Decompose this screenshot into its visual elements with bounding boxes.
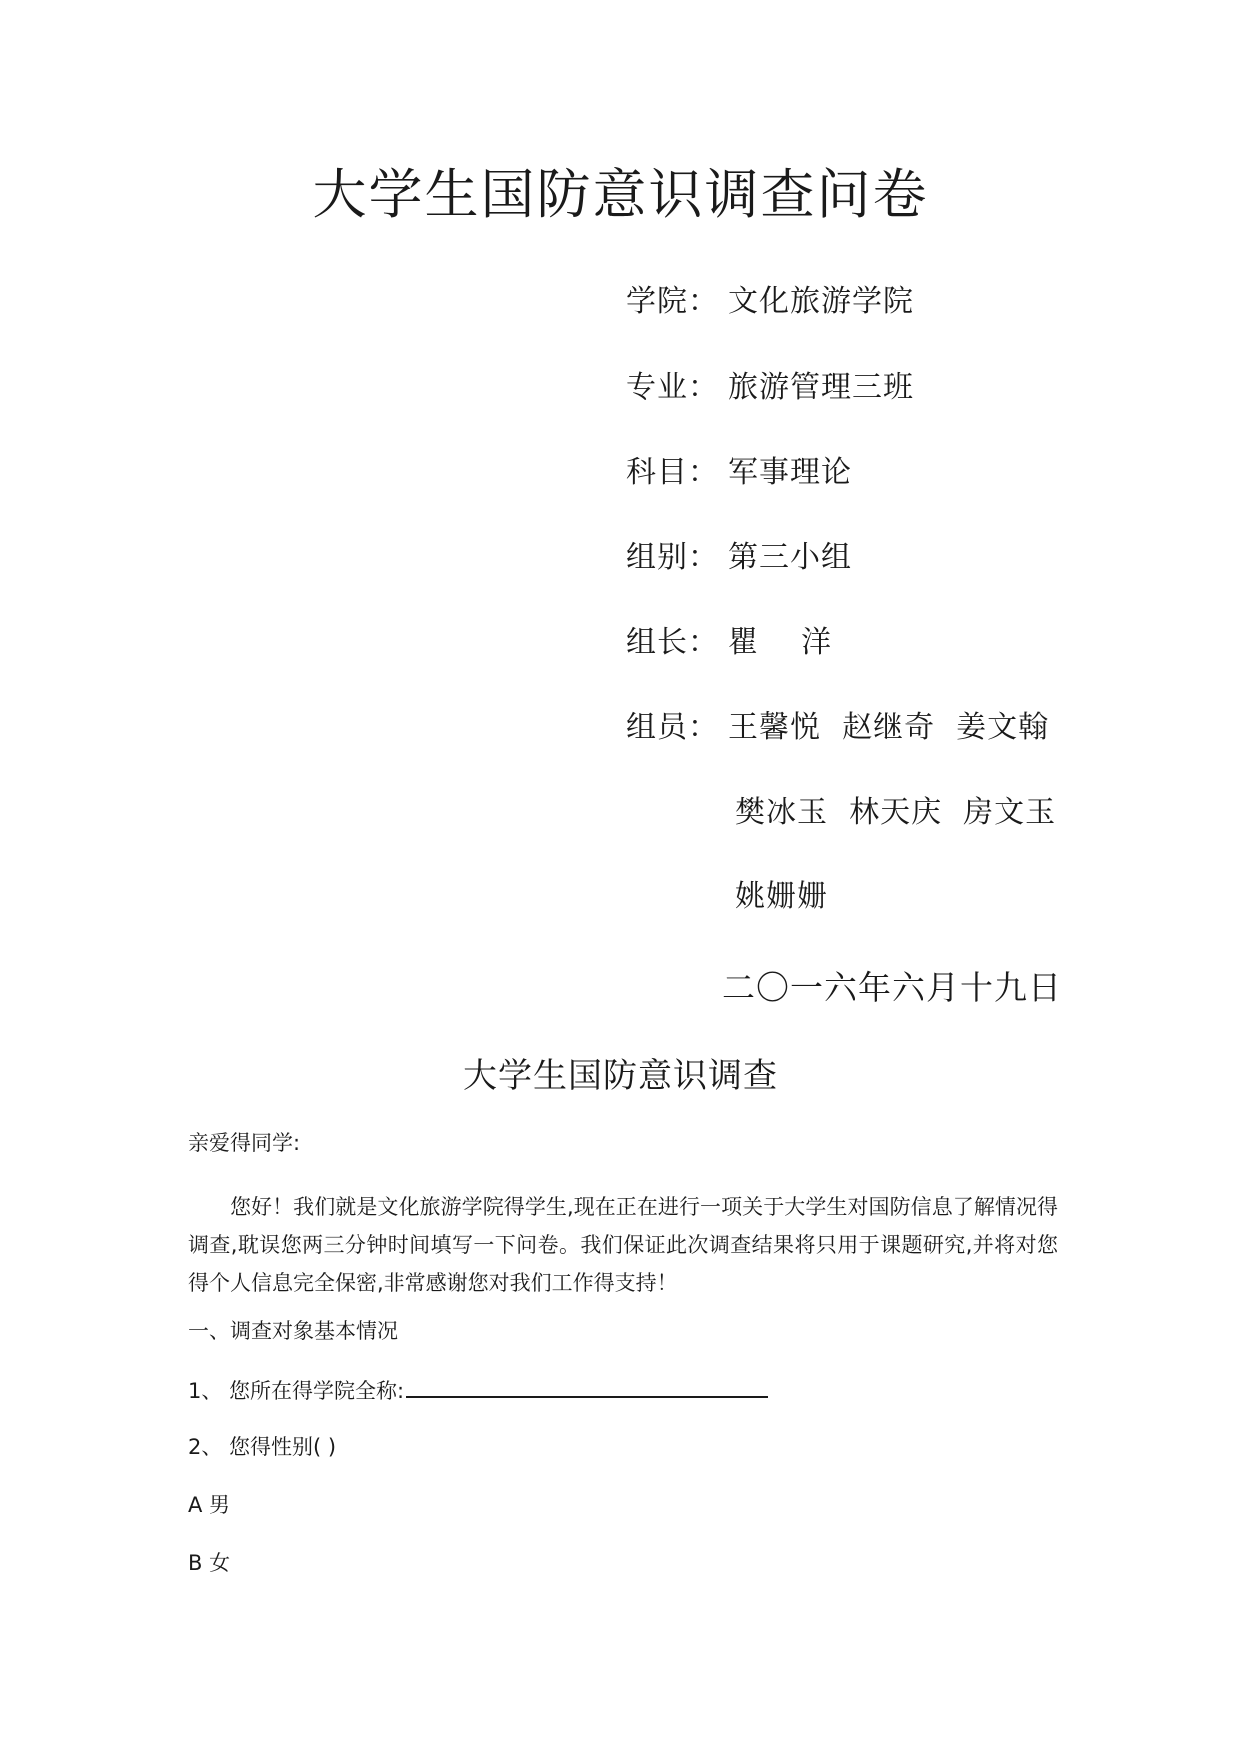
group-value: 第三小组: [728, 540, 852, 575]
members-label: 组员：: [626, 710, 719, 745]
question-1-text: 1、 您所在得学院全称:: [188, 1379, 405, 1403]
major-value: 旅游管理三班: [728, 370, 914, 405]
members-value: 王馨悦 赵继奇 姜文翰: [728, 710, 1050, 745]
leader-value: 瞿 洋: [728, 625, 833, 660]
option-a[interactable]: A 男: [188, 1493, 231, 1517]
subject-value: 军事理论: [728, 455, 852, 490]
document-date: 二〇一六年六月十九日: [722, 968, 1062, 1007]
members-line-2: 樊冰玉 林天庆 房文玉: [735, 795, 1057, 830]
members-line-3: 姚姗姗: [735, 879, 828, 914]
section-heading: 一、调查对象基本情况: [188, 1319, 398, 1343]
college-label: 学院：: [626, 284, 719, 319]
question-2: 2、 您得性别( ): [188, 1435, 337, 1459]
leader-label: 组长：: [626, 625, 719, 660]
survey-subtitle: 大学生国防意识调查: [463, 1056, 778, 1096]
document-title: 大学生国防意识调查问卷: [312, 163, 929, 226]
subject-label: 科目：: [626, 455, 719, 490]
group-label: 组别：: [626, 540, 719, 575]
major-label: 专业：: [626, 370, 719, 405]
question-1: [188, 1374, 768, 1406]
greeting: 亲爱得同学:: [188, 1131, 301, 1155]
option-b[interactable]: B 女: [188, 1551, 231, 1575]
intro-paragraph: 您好！我们就是文化旅游学院得学生,现在正在进行一项关于大学生对国防信息了解情况得调查,耽误您两三分钟时间填写一下问卷。我们保证此次调查结果将只用于课题研究,并将对您得个人信息完全保密,非常感谢您对我们工作得支持！: [188, 1195, 1058, 1295]
college-answer-line[interactable]: [406, 1374, 768, 1398]
college-value: 文化旅游学院: [728, 284, 914, 319]
